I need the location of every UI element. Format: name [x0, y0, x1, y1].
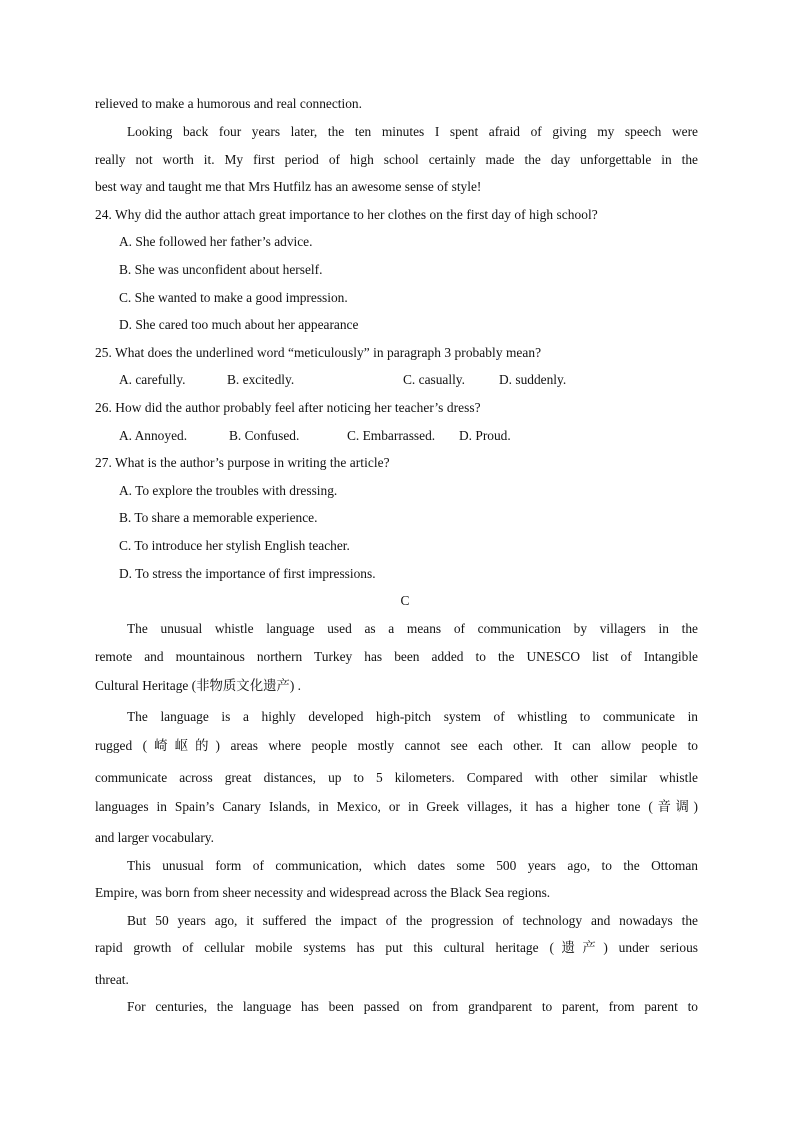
passage-line: threat. — [95, 972, 129, 987]
passage-line: Looking back four years later, the ten minutes I spent afraid of giving my speech were — [127, 124, 698, 139]
passage-line: Cultural Heritage (非物质文化遗产) . — [95, 678, 302, 693]
passage-line: best way and taught me that Mrs Hutfilz has an awesome sense of style! — [95, 179, 482, 194]
option-26-d: D. Proud. — [459, 428, 511, 443]
option-25-a: A. carefully. — [119, 372, 186, 387]
passage-line: really not worth it. My first period of high school certainly made the day unforgettable in the — [95, 152, 698, 167]
option-24-c: C. She wanted to make a good impression. — [119, 290, 348, 305]
passage-line: communicate across great distances, up to 5 kilometers. Compared with other similar whistle — [95, 770, 698, 785]
option-27-d: D. To stress the importance of first impressions. — [119, 566, 376, 581]
passage-line: languages in Spain’s Canary Islands, in Mexico, or in Greek villages, it has a higher tone (音调) — [95, 799, 698, 814]
option-24-a: A. She followed her father’s advice. — [119, 234, 313, 249]
question-27-stem: 27. What is the author’s purpose in writing the article? — [95, 455, 390, 470]
passage-line: But 50 years ago, it suffered the impact of the progression of technology and nowadays the — [127, 913, 698, 928]
passage-line: and larger vocabulary. — [95, 830, 214, 845]
option-26-b: B. Confused. — [229, 428, 300, 443]
option-27-b: B. To share a memorable experience. — [119, 510, 318, 525]
option-25-c: C. casually. — [403, 372, 465, 387]
option-26-a: A. Annoyed. — [119, 428, 188, 443]
passage-line: relieved to make a humorous and real connection. — [95, 96, 362, 111]
passage-line: The unusual whistle language used as a means of communication by villagers in the — [127, 621, 698, 636]
option-27-c: C. To introduce her stylish English teacher. — [119, 538, 350, 553]
option-25-d: D. suddenly. — [499, 372, 567, 387]
question-24-stem: 24. Why did the author attach great importance to her clothes on the first day of high school? — [95, 207, 598, 222]
passage-line: rugged (崎岖的) areas where people mostly cannot see each other. It can allow people to — [95, 738, 698, 753]
option-26-c: C. Embarrassed. — [347, 428, 436, 443]
question-26-stem: 26. How did the author probably feel after noticing her teacher’s dress? — [95, 400, 481, 415]
passage-line: This unusual form of communication, which dates some 500 years ago, to the Ottoman — [127, 858, 698, 873]
passage-line: For centuries, the language has been passed on from grandparent to parent, from parent to — [127, 999, 698, 1014]
option-27-a: A. To explore the troubles with dressing. — [119, 483, 338, 498]
question-25-stem: 25. What does the underlined word “meticulously” in paragraph 3 probably mean? — [95, 345, 542, 360]
passage-line: rapid growth of cellular mobile systems has put this cultural heritage (遗产) under serious — [95, 940, 698, 955]
option-24-d: D. She cared too much about her appearance — [119, 317, 359, 332]
option-25-b: B. excitedly. — [227, 372, 295, 387]
passage-line: The language is a highly developed high-pitch system of whistling to communicate in — [127, 709, 698, 724]
option-24-b: B. She was unconfident about herself. — [119, 262, 323, 277]
passage-line: Empire, was born from sheer necessity and widespread across the Black Sea regions. — [95, 885, 551, 900]
section-heading: C — [400, 593, 410, 608]
passage-line: remote and mountainous northern Turkey has been added to the UNESCO list of Intangible — [95, 649, 698, 664]
